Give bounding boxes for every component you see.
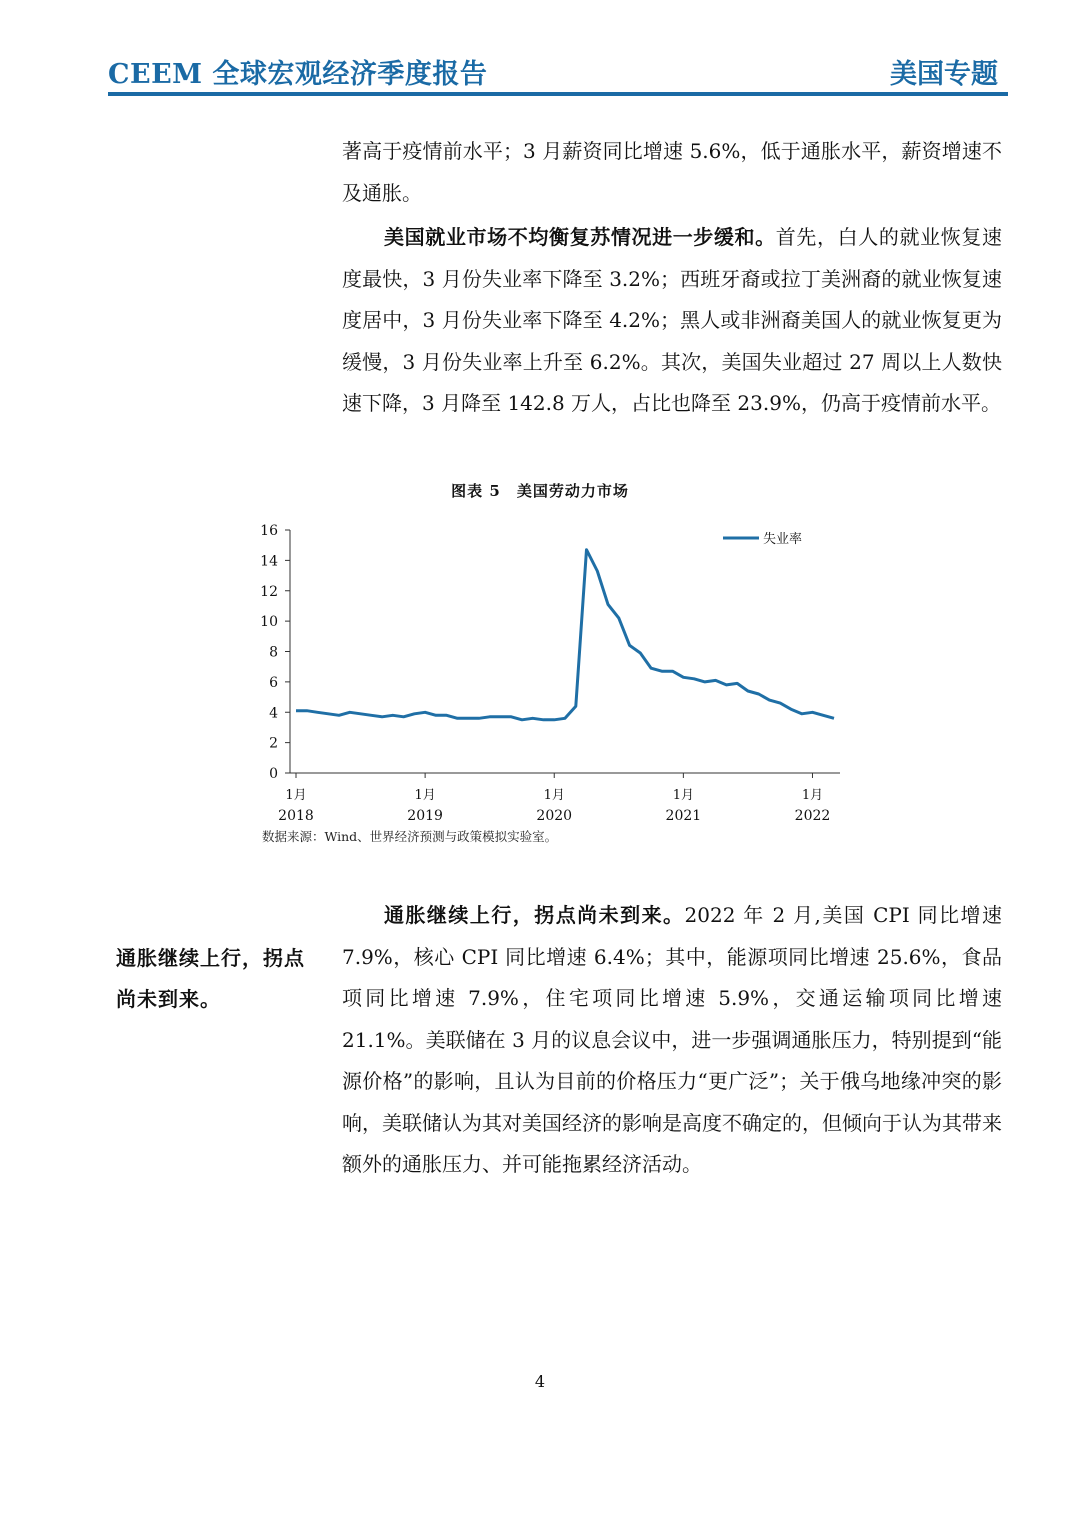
paragraph-inflation-lead: 通胀继续上行，拐点尚未到来。 [384,903,685,927]
header-divider [108,92,1008,96]
unemployment-line-chart [248,518,848,836]
y-tick-label: 12 [260,583,278,600]
y-tick-label: 4 [269,705,278,722]
series-line-unemployment [296,550,834,720]
figure-source: 数据来源：Wind、世界经济预测与政策模拟实验室。 [262,829,558,844]
y-tick-label: 2 [269,735,278,752]
paragraph-inflation [342,895,1002,1186]
x-tick-label-month: 1月 [285,788,307,803]
report-title: CEEM 全球宏观经济季度报告 [108,59,488,90]
y-tick-label: 16 [260,523,278,539]
figure-caption [0,480,1080,501]
y-tick-label: 10 [260,614,278,631]
section-title: 美国专题 [890,59,998,90]
paragraph-wages: 著高于疫情前水平；3 月薪资同比增速 5.6%，低于通胀水平，薪资增速不及通胀。 [342,139,1002,205]
x-tick-label-year: 2019 [407,808,443,824]
paragraph-employment-lead: 美国就业市场不均衡复苏情况进一步缓和。 [384,225,776,249]
page-header [108,52,1008,92]
x-tick-label-month: 1月 [672,788,695,803]
figure-label: 图表 5 [451,482,501,500]
page-number: 4 [534,1372,546,1391]
paragraph-employment [342,217,1002,425]
x-tick-label-year: 2021 [665,808,702,824]
x-tick-label-month: 1月 [414,788,436,803]
y-tick-label: 0 [269,766,278,782]
y-tick-label: 14 [260,553,278,570]
paragraph-employment-body: 首先，白人的就业恢复速度最快，3 月份失业率下降至 3.2%；西班牙裔或拉丁美洲裔的就业恢复速度居中，3 月份失业率下降至 4.2%；黑人或非洲裔美国人的就业恢复更为缓慢，3 月份失业率上升至 6.2%。其次，美国失业超过 27 周以上人数快速下降，3 月降至 142.8 万人，占比也降至 23.9%，仍高于疫情前水平。 [342,225,1003,415]
x-tick-label-year: 2018 [278,808,314,824]
paragraph-inflation-body: 2022 年 2 月,美国 CPI 同比增速 7.9%，核心 CPI 同比增速 6.4%；其中，能源项同比增速 25.6%，食品项同比增速 7.9%，住宅项同比增速 5.9%，交通运输项同比增速 21.1%。美联储在 3 月的议息会议中，进一步强调通胀压力，特别提到“能源价格”的影响，且认为目前的价格压力“更广泛”；关于俄乌地缘冲突的影响，美联储认为其对美国经济的影响是高度不确定的，但倾向于认为其带来额外的通胀压力、并可能拖累经济活动。 [342,903,1002,1176]
figure-title: 美国劳动力市场 [516,482,629,500]
x-tick-label-month: 1月 [801,788,824,803]
y-tick-label: 8 [269,644,278,661]
y-tick-label: 6 [269,674,278,691]
legend-label: 失业率 [763,532,803,547]
x-tick-label-year: 2022 [794,808,831,824]
sidebar-note: 通胀继续上行，拐点尚未到来。 [116,946,305,1011]
x-tick-label-month: 1月 [543,788,565,803]
x-tick-label-year: 2020 [536,808,573,824]
